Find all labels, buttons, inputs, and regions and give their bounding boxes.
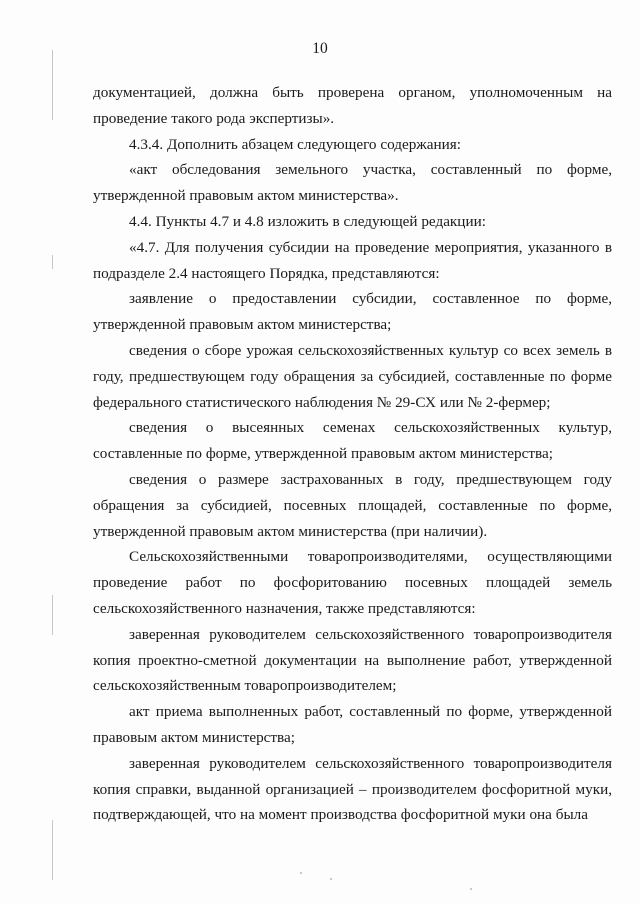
paragraph: документацией, должна быть проверена органом, уполномоченным на проведение такого рода экспертизы». (93, 84, 612, 127)
page-number: 10 (312, 40, 328, 57)
scan-artifact (52, 255, 53, 269)
paragraph: акт приема выполненных работ, составленный по форме, утвержденной правовым актом министерства; (93, 703, 612, 746)
document-body (93, 80, 612, 828)
paragraph: заявление о предоставлении субсидии, составленное по форме, утвержденной правовым актом министерства; (93, 290, 612, 334)
scan-artifact (300, 872, 302, 874)
paragraph: «4.7. Для получения субсидии на проведение мероприятия, указанного в подразделе 2.4 настоящего Порядка, представляются: (93, 238, 612, 282)
paragraph: сведения о высеянных семенах сельскохозяйственных культур, составленные по форме, утвержденной правовым актом министерства; (93, 419, 612, 463)
paragraph: заверенная руководителем сельскохозяйственного товаропроизводителя копия проектно-сметной документации на выполнение работ, утвержденной сельскохозяйственным товаропроизводителем; (93, 625, 612, 695)
scan-artifact (330, 878, 332, 880)
paragraph: сведения о размере застрахованных в году, предшествующем году обращения за субсидией, посевных площадей, составленные по форме, утвержденной правовым актом министерства (при наличии). (93, 470, 612, 540)
scan-artifact (52, 50, 53, 120)
paragraph: 4.4. Пункты 4.7 и 4.8 изложить в следующей редакции: (129, 212, 486, 230)
paragraph: заверенная руководителем сельскохозяйственного товаропроизводителя копия справки, выданной организацией – производителем фосфоритной муки, подтверждающей, что на момент производства фосфоритной муки она была (93, 754, 612, 824)
scan-artifact (52, 820, 53, 880)
paragraph: сведения о сборе урожая сельскохозяйственных культур со всех земель в году, предшествующем году обращения за субсидией, составленные по форме федерального статистического наблюдения № 29-СХ или № 2-фермер; (93, 341, 612, 411)
paragraph: Сельскохозяйственными товаропроизводителями, осуществляющими проведение работ по фосфоритованию посевных площадей земель сельскохозяйственного назначения, также представляются: (93, 548, 612, 617)
scan-artifact (52, 595, 53, 635)
scan-artifact (470, 888, 472, 890)
paragraph: 4.3.4. Дополнить абзацем следующего содержания: (129, 135, 461, 153)
paragraph: «акт обследования земельного участка, составленный по форме, утвержденной правовым актом министерства». (93, 161, 612, 205)
